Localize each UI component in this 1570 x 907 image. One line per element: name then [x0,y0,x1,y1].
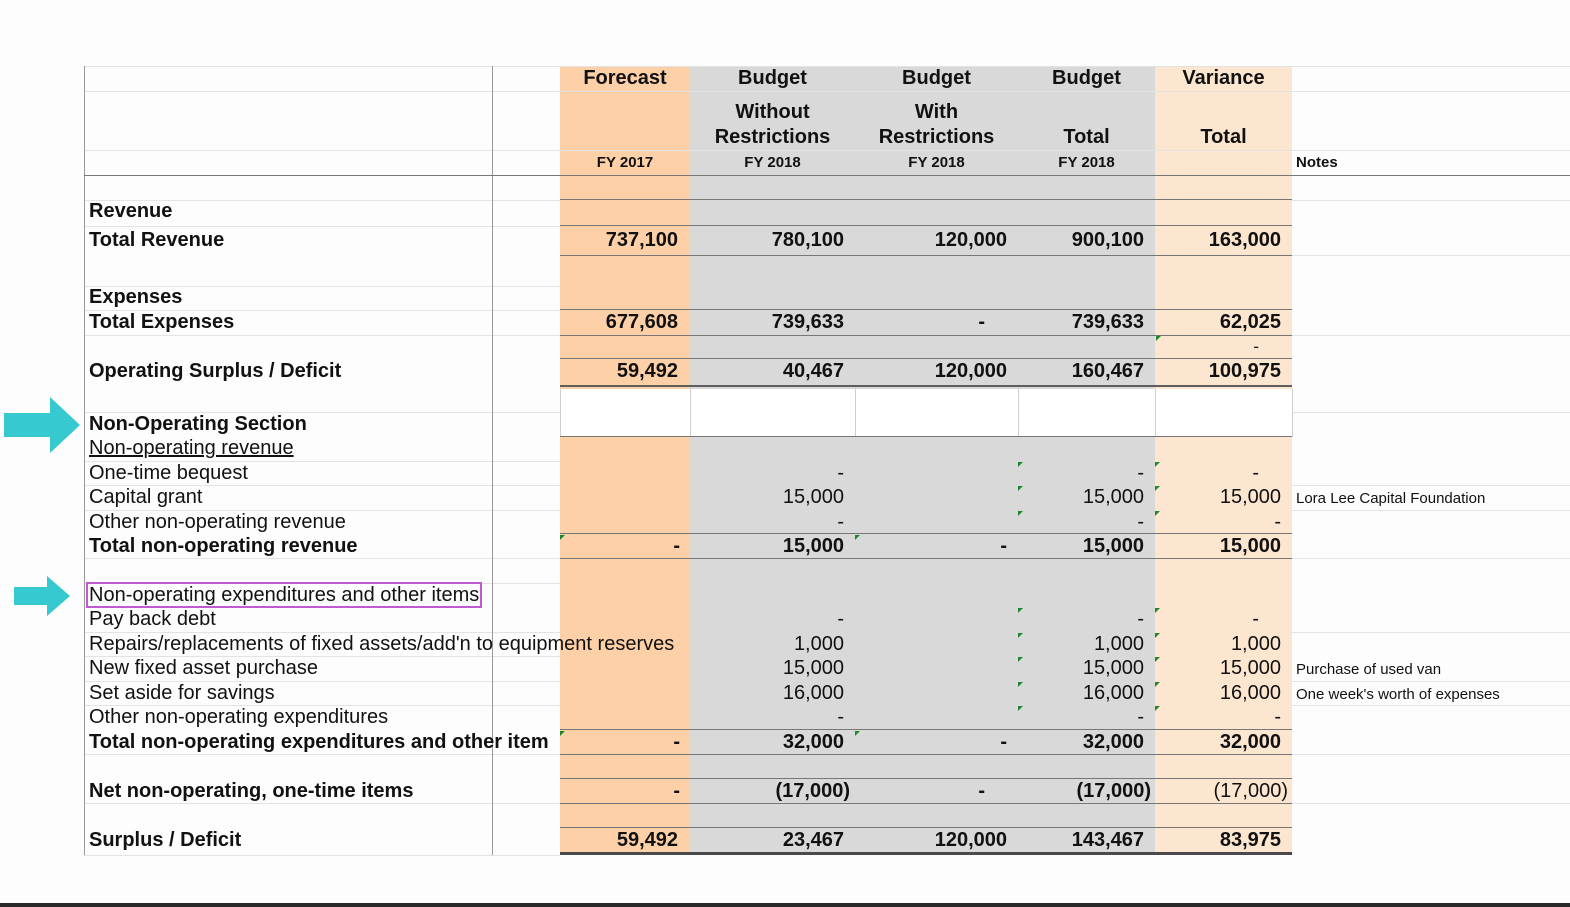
border [560,754,1292,755]
cell-budget-without[interactable]: 15,000 [782,535,844,557]
border [560,199,1292,200]
cell-budget-total[interactable]: 900,100 [1071,229,1144,251]
cell-variance[interactable]: 100,975 [1208,360,1281,382]
border [560,778,1292,779]
header-budget-total-sub[interactable]: Total [1063,126,1110,148]
cell-variance[interactable]: 62,025 [1219,311,1281,333]
cell-variance[interactable]: - [1252,462,1259,484]
cell-budget-without[interactable]: 32,000 [782,731,844,753]
comment-indicator [560,731,565,736]
header-variance[interactable]: Variance [1182,67,1265,89]
border [560,335,1292,336]
gridline [1292,510,1570,511]
cell-budget-without[interactable]: - [837,608,844,630]
cell-budget-without[interactable]: 780,100 [771,229,844,251]
header-budget-without-year[interactable]: FY 2018 [744,154,801,171]
cell-budget-with[interactable]: - [978,780,985,802]
cell-variance[interactable]: 15,000 [1219,486,1281,508]
cell-budget-without[interactable]: 16,000 [782,682,844,704]
row-label-expenses[interactable]: Expenses [89,286,183,308]
row-label-repairs[interactable]: Repairs/replacements of fixed assets/add'n to equipment reserves [89,633,675,655]
row-label-savings[interactable]: Set aside for savings [89,682,275,704]
header-budget-without-sub[interactable]: Without [735,101,810,123]
gridline [84,558,560,559]
header-bottom-border [84,175,1570,176]
row-label-capital-grant[interactable]: Capital grant [89,486,203,508]
cell-budget-without[interactable]: 23,467 [782,829,844,851]
column-divider [690,389,691,437]
cell-forecast[interactable]: - [673,731,680,753]
cell-forecast[interactable]: - [673,780,680,802]
comment-indicator [1018,511,1023,516]
cell-forecast[interactable]: - [673,535,680,557]
cell-budget-without[interactable]: - [837,462,844,484]
column-divider [1292,389,1293,437]
gridline [1292,200,1570,201]
row-label-total-expenses[interactable]: Total Expenses [89,311,235,333]
comment-indicator [1155,486,1160,491]
gridline [1292,681,1570,682]
header-forecast-year[interactable]: FY 2017 [596,154,654,171]
gridline [1292,754,1570,755]
note-savings[interactable]: One week's worth of expenses [1296,686,1500,703]
comment-indicator [1018,682,1023,687]
row-label-net-non-op[interactable]: Net non-operating, one-time items [89,780,414,802]
header-budget-with[interactable]: Budget [902,67,971,89]
row-label-bequest[interactable]: One-time bequest [89,462,248,484]
column-divider [855,389,856,437]
comment-indicator [1156,336,1161,341]
cell-budget-total[interactable]: 143,467 [1071,829,1144,851]
cell-budget-total[interactable]: 15,000 [1082,486,1144,508]
cell-budget-with[interactable]: 120,000 [934,829,1007,851]
row-label-other-revenue[interactable]: Other non-operating revenue [89,511,346,533]
column-divider [1155,389,1156,437]
cell-forecast[interactable]: 59,492 [616,829,678,851]
cell-variance[interactable]: 15,000 [1219,535,1281,557]
cell-budget-total[interactable]: 32,000 [1082,731,1144,753]
arrow-right-icon [14,576,70,616]
gridline [84,150,1570,151]
cell-budget-total[interactable]: 15,000 [1082,535,1144,557]
header-budget-with-sub[interactable]: With [914,101,959,123]
cell-budget-total[interactable]: - [1137,608,1144,630]
cell-budget-with[interactable]: 120,000 [934,229,1007,251]
comment-indicator [560,535,565,540]
column-divider [1018,389,1019,437]
comment-indicator [1018,462,1023,467]
gridline [1292,803,1570,804]
row-label-new-asset[interactable]: New fixed asset purchase [89,657,319,679]
border [560,255,1292,256]
row-label-surplus[interactable]: Surplus / Deficit [89,829,242,851]
border [560,436,1292,437]
border [560,558,1292,559]
note-capital-grant[interactable]: Lora Lee Capital Foundation [1296,490,1486,507]
cell-variance[interactable]: 15,000 [1219,657,1281,679]
column-divider [560,389,561,437]
cell-budget-with[interactable]: - [1000,535,1007,557]
cell-budget-without[interactable]: 739,633 [771,311,844,333]
cell-budget-without[interactable]: 40,467 [782,360,844,382]
border [560,358,1292,359]
comment-indicator [1155,682,1160,687]
cell-budget-total[interactable]: 16,000 [1082,682,1144,704]
forecast-column-band [560,66,690,389]
cell-variance[interactable]: 1,000 [1230,633,1281,655]
row-label-revenue[interactable]: Revenue [89,200,173,222]
comment-indicator [1155,462,1160,467]
cell-variance[interactable]: 163,000 [1208,229,1281,251]
row-label-non-op-revenue[interactable]: Non-operating revenue [89,437,294,459]
header-variance-sub[interactable]: Total [1200,126,1247,148]
cell-budget-without[interactable]: (17,000) [775,780,850,802]
comment-indicator [1155,706,1160,711]
cell-budget-without[interactable]: - [837,706,844,728]
cell-variance[interactable]: 32,000 [1219,731,1281,753]
comment-indicator [1018,486,1023,491]
cell-budget-total[interactable]: 739,633 [1071,311,1144,333]
header-notes[interactable]: Notes [1296,154,1338,171]
comment-indicator [1155,657,1160,662]
cell-budget-total[interactable]: - [1137,706,1144,728]
row-label-other-expenditures[interactable]: Other non-operating expenditures [89,706,389,728]
comment-indicator [855,535,860,540]
cell-variance[interactable]: 16,000 [1219,682,1281,704]
header-forecast[interactable]: Forecast [583,67,667,89]
gridline [84,335,560,336]
border [560,533,1292,534]
comment-indicator [1155,608,1160,613]
header-budget-without[interactable]: Budget [738,67,807,89]
gridline [84,66,1570,67]
cell-budget-total[interactable]: - [1137,462,1144,484]
cell-variance[interactable]: - [1252,608,1259,630]
row-label-non-op-expenditures[interactable]: Non-operating expenditures and other items [89,584,480,606]
comment-indicator [1155,511,1160,516]
gridline [84,226,560,227]
row-label-total-non-op-revenue[interactable]: Total non-operating revenue [89,535,358,557]
cell-variance[interactable]: - [1253,337,1259,356]
gridline [1292,255,1570,256]
cell-budget-with[interactable]: - [1000,731,1007,753]
gridline [84,855,560,856]
gridline [84,754,560,755]
cell-budget-total[interactable]: 15,000 [1082,657,1144,679]
gridline [1292,335,1570,336]
border [560,385,1292,387]
header-budget-with-sub2[interactable]: Restrictions [878,126,995,148]
cell-budget-without[interactable]: 1,000 [793,633,844,655]
cell-forecast[interactable]: 737,100 [605,229,678,251]
header-budget-with-year[interactable]: FY 2018 [908,154,965,171]
cell-budget-with[interactable]: 120,000 [934,360,1007,382]
gridline [84,91,1570,92]
cell-variance[interactable]: (17,000) [1213,780,1288,802]
comment-indicator [1018,633,1023,638]
comment-indicator [855,731,860,736]
column-divider [84,66,85,855]
cell-budget-total[interactable]: (17,000) [1076,780,1151,802]
comment-indicator [1155,633,1160,638]
gridline [1292,632,1570,633]
gridline [1292,705,1570,706]
header-budget-total[interactable]: Budget [1052,67,1121,89]
header-budget-total-year[interactable]: FY 2018 [1058,154,1115,171]
cell-forecast[interactable]: 677,608 [605,311,678,333]
arrow-right-icon [4,397,80,453]
cell-budget-without[interactable]: 15,000 [782,486,844,508]
gridline [1292,412,1570,413]
gridline [1292,485,1570,486]
cell-budget-without[interactable]: 15,000 [782,657,844,679]
cell-budget-total[interactable]: 1,000 [1093,633,1144,655]
border [560,827,1292,828]
bottom-edge-bar [0,903,1570,907]
cell-variance[interactable]: - [1274,511,1281,533]
cell-budget-without[interactable]: - [837,511,844,533]
cell-budget-total[interactable]: - [1137,511,1144,533]
border [560,729,1292,730]
header-budget-without-sub2[interactable]: Restrictions [714,126,831,148]
row-label-pay-back-debt[interactable]: Pay back debt [89,608,216,630]
border [560,852,1292,855]
row-label-total-non-op-expenditures[interactable]: Total non-operating expenditures and other item [89,731,549,753]
row-label-non-op-section[interactable]: Non-Operating Section [89,413,307,435]
cell-forecast[interactable]: 59,492 [616,360,678,382]
comment-indicator [1018,608,1023,613]
comment-indicator [1018,706,1023,711]
cell-budget-with[interactable]: - [978,311,985,333]
comment-indicator [1018,657,1023,662]
cell-variance[interactable]: 83,975 [1219,829,1281,851]
border [560,225,1292,226]
non-op-section-blank-cells [560,389,1292,437]
border [560,309,1292,310]
row-label-operating[interactable]: Operating Surplus / Deficit [89,360,342,382]
row-label-total-revenue[interactable]: Total Revenue [89,229,225,251]
note-new-asset[interactable]: Purchase of used van [1296,661,1442,678]
cell-budget-total[interactable]: 160,467 [1071,360,1144,382]
cell-variance[interactable]: - [1274,706,1281,728]
border [560,803,1292,804]
gridline [84,803,560,804]
gridline [1292,558,1570,559]
